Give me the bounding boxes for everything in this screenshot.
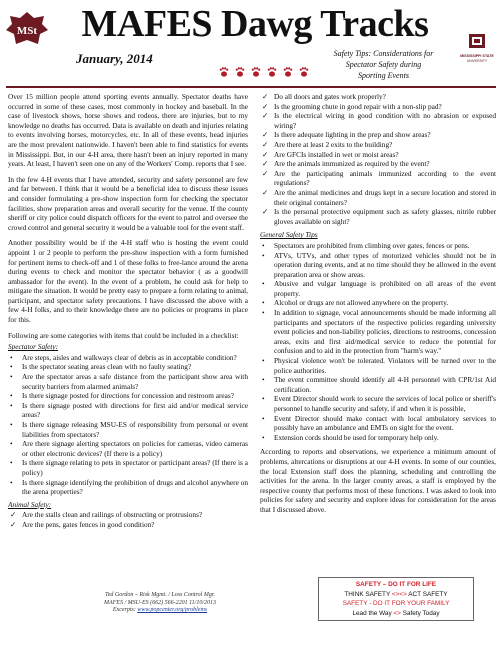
- list-item: ✓ Are the participating animals immunized according to the event regulations?: [262, 168, 496, 188]
- list-item: • Event Director should make contact with local ambulatory services to possibly have an ambulance and EMTs on sight for the event.: [262, 413, 496, 433]
- list-item: • The event committee should identify all 4-H personnel with CPR/1st Aid certification.: [262, 375, 496, 394]
- logo-left-text: MSt: [16, 25, 38, 37]
- bullet-icon: •: [10, 352, 13, 362]
- checkmark-icon: ✓: [10, 510, 17, 520]
- article-subtitle: [316, 48, 451, 81]
- list-item: • Is there signage releasing MSU-ES of responsibility from personal or event liabilities from spectators?: [10, 420, 248, 439]
- list-item: • Is there signage posted with directions for first aid and/or medical service areas?: [10, 400, 248, 420]
- list-item: • Are steps, aisles and walkways clear of debris as in acceptable condition?: [10, 352, 237, 362]
- list-item: ✓ Are the animals immunized as required by the event?: [262, 159, 430, 169]
- checkmark-icon: ✓: [262, 111, 269, 121]
- issue-date: January, 2014: [76, 51, 153, 66]
- list-item: ✓ Is the grooming chute in good repair with a non-slip pad?: [262, 101, 442, 111]
- author-line: Ted Gordon – Risk Mgmt. / Loss Control Mgr.: [104, 592, 215, 598]
- bullet-icon: •: [262, 240, 265, 250]
- list-item: ✓ Are the animal medicines and drugs kept in a secure location and stored in their original containers?: [262, 187, 496, 207]
- facility-checklist: [260, 92, 496, 226]
- list-item: • Is there signage identifying the prohibition of drugs and alcohol anywhere on the arena properties?: [10, 477, 248, 497]
- general-safety-list: [260, 241, 496, 442]
- list-item: • Is the spectator seating areas clean with no faulty seating?: [10, 362, 192, 372]
- excerpts-link[interactable]: www.popcenter.org/problems: [137, 607, 208, 614]
- list-item: • Is there signage posted for directions for concession and restroom areas?: [10, 391, 234, 401]
- list-item: • Extension cords should be used for temporary help only.: [262, 432, 439, 442]
- list-item: • ATVs, UTVs, and other types of motorized vehicles should not be in operation during events, and at no time should they be allowed in the event preparation area or show areas.: [262, 250, 496, 279]
- slogan-line: SAFETY - DO IT FOR YOUR FAMILY: [342, 600, 450, 608]
- list-item: • Spectators are prohibited from climbing over gates, fences or pens.: [262, 240, 470, 250]
- bullet-icon: •: [10, 362, 13, 372]
- bullet-icon: •: [262, 279, 265, 289]
- bullet-icon: •: [10, 391, 13, 401]
- bullet-icon: •: [262, 308, 265, 318]
- checkmark-icon: ✓: [10, 519, 17, 529]
- bullet-icon: •: [10, 439, 13, 449]
- list-item: ✓ Are there at least 2 exits to the building?: [262, 139, 393, 149]
- list-item: • Event Director should work to secure the services of local police or sheriff's personnel to handle security and safety, if and when it is possible,: [262, 394, 496, 413]
- contact-line: MAFES / MSU-ES (662) 566-2201 11/10/2013: [103, 599, 217, 606]
- paw-prints-icon: [216, 64, 316, 80]
- checkmark-icon: ✓: [262, 187, 269, 197]
- safety-slogan-box: [318, 577, 474, 621]
- closing-paragraph: According to reports and observations, we experience a minimum amount of problems, altercations or disruptions at our 4-H events. In some of our counties, the local Extension staff does the planning, scheduling and controlling the activities for the arena. In the larger county areas, a staff is employed by the respective county that performs most of these functions. I was asked to look into policies for safety and security and explore ideas for consideration for the areas that I discussed above.: [260, 447, 496, 514]
- list-item: • Alcohol or drugs are not allowed anywhere on the property.: [262, 298, 449, 308]
- header-divider: [6, 86, 496, 88]
- list-item: ✓ Are GFCIs installed in wet or moist areas?: [262, 149, 399, 159]
- checkmark-icon: ✓: [262, 92, 269, 101]
- msu-logo: [4, 10, 50, 52]
- bullet-icon: •: [262, 432, 265, 442]
- bullet-icon: •: [10, 372, 13, 382]
- author-credit: [70, 592, 250, 615]
- right-column: [260, 92, 496, 521]
- animal-safety-heading: Animal Safety:: [8, 499, 52, 509]
- spectator-safety-list: [8, 353, 248, 497]
- checkmark-icon: ✓: [262, 139, 269, 149]
- excerpts-label: Excerpts:: [112, 607, 136, 614]
- slogan-line: THINK SAFETY <><> ACT SAFETY: [344, 590, 448, 598]
- list-item: • Is there signage relating to pets in spectator or participant areas? (If there is a policy): [10, 458, 248, 477]
- list-item: ✓ Are the pens, gates fences in good condition?: [10, 519, 155, 529]
- checkmark-icon: ✓: [262, 130, 269, 140]
- svg-text:MISSISSIPPI STATE: MISSISSIPPI STATE: [460, 54, 494, 58]
- bullet-icon: •: [262, 298, 265, 308]
- subtitle-line: Sporting Events: [358, 71, 409, 80]
- slogan-line: SAFETY – DO IT FOR LIFE: [355, 581, 437, 588]
- bullet-icon: •: [10, 400, 13, 410]
- bullet-icon: •: [262, 413, 265, 423]
- spectator-safety-heading: Spectator Safety:: [8, 342, 59, 352]
- bullet-icon: •: [262, 250, 265, 260]
- bullet-icon: •: [10, 420, 13, 429]
- svg-text:UNIVERSITY: UNIVERSITY: [466, 59, 488, 63]
- general-safety-heading: General Safety Tips: [260, 230, 318, 240]
- list-item: ✓ Are the stalls clean and railings of obstructing or protrusions?: [10, 510, 203, 520]
- list-item: ✓ Is the electrical wiring in good condition with no abrasion or exposed wiring?: [262, 111, 496, 130]
- list-item: • Are the spectator areas a safe distance from the participant show area with security barriers from alarmed animals?: [10, 372, 248, 391]
- checkmark-icon: ✓: [262, 101, 269, 111]
- newsletter-title: MAFES Dawg Tracks: [81, 3, 429, 45]
- list-item: ✓ Is there adequate lighting in the prep and show areas?: [262, 130, 431, 140]
- left-column: [8, 92, 248, 533]
- subtitle-line: Spectator Safety during: [345, 60, 422, 69]
- bullet-icon: •: [10, 458, 13, 468]
- bullet-icon: •: [262, 394, 265, 404]
- checkmark-icon: ✓: [262, 159, 269, 169]
- list-item: • In addition to signage, vocal announcements should be made informing all participants and spectators of the respective policies regarding university event policies and non-liability policies, directions to restrooms, concession areas, exits and first aid/medical service to reduce the potential for confusion and to aid in the protection from "harm's way.": [262, 308, 496, 356]
- list-item: • Are there signage alerting spectators on policies for cameras, video cameras or other electronic devices? (If there is a policy): [10, 439, 248, 458]
- body-paragraph: Another possibility would be if the 4-H staff who is hosting the event could appoint 1 or 2 people to perform the pre-show inspection with a form furnished for pertinent items to check-off and 1 of these folks to free-lance around the arena during events to check and monitor the spectator behavior ( as a goodwill ambassador for the event). In the event of a problem, he could ask for help to mitigate the situation. It would be pretty easy to prepare a form relating to animal, participant, and spectator safety precautions. I have discussed the above with a few 4-H folks, and to their knowledge there are no policies or programs in place for this.: [8, 238, 248, 325]
- checkmark-icon: ✓: [262, 207, 269, 217]
- subtitle-line: Safety Tips: Considerations for: [333, 49, 434, 58]
- msu-seal-logo: [457, 30, 497, 74]
- list-item: • Abusive and vulgar language is prohibited on all areas of the event property.: [262, 279, 496, 298]
- bullet-icon: •: [262, 375, 265, 385]
- bullet-icon: •: [262, 356, 265, 366]
- list-item: ✓ Is the personal protective equipment such as safety glasses, nitrile rubber gloves available on sight?: [262, 207, 496, 226]
- intro-paragraph: Over 15 million people attend sporting events annually. Spectator deaths have occurred in some of these cases, most commonly in hockey and baseball. In the case of livestock shows, horse shows and rodeos, there are injuries, but to my knowledge no deaths has occurred. Data is available on death and injuries relating to events involving horses, motorcycles, etc. In all of these events, head injuries are the most prevalent nationwide. I haven't been able to find statistics for events in Mississippi. But, in our 4-H area, there hasn't been an injury reported in many years. At least, I haven't seen one on any of the Workers' Comp. reports that I see.: [8, 92, 248, 169]
- checkmark-icon: ✓: [262, 149, 269, 159]
- checkmark-icon: ✓: [262, 168, 269, 178]
- excerpts-line: [70, 607, 250, 615]
- slogan-line: Lead the Way <> Safety Today: [352, 609, 440, 617]
- animal-safety-list: [8, 510, 248, 529]
- bullet-icon: •: [10, 477, 13, 487]
- list-item: ✓ Do all doors and gates work properly?: [262, 92, 386, 101]
- body-paragraph: In the few 4-H events that I have attended, security and safety personnel are few and far between. I think that it would be a beneficial idea to discuss these issues and consider formulating a pre-show inspection form for checking the spectator facilities, show preparation areas and overall security for the venue. If the county sheriff or city police could dispatch officers for the event to patrol and oversee the crowd control and general security it would be a valuable tool for the event staff.: [8, 174, 248, 232]
- body-paragraph: Following are some categories with items that could be included in a checklist:: [8, 330, 239, 340]
- list-item: • Physical violence won't be tolerated. Violators will be turned over to the police authorities.: [262, 356, 496, 375]
